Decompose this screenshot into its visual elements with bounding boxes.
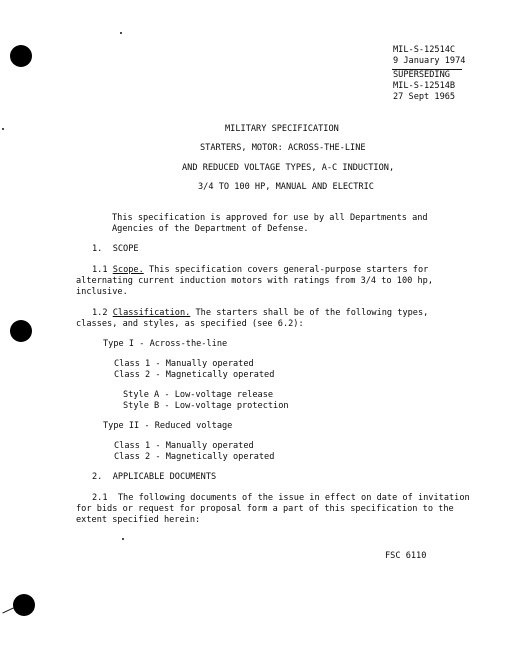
title-line-3: AND REDUCED VOLTAGE TYPES, A-C INDUCTION, [182, 163, 395, 173]
intro-line-2: Agencies of the Department of Defense. [112, 224, 309, 234]
title-line-1: MILITARY SPECIFICATION [225, 124, 339, 134]
style-b-item: Style B - Low-voltage protection [123, 401, 289, 411]
paragraph-1-1-line-3: inclusive. [76, 287, 128, 297]
paragraph-title: Classification. [112, 308, 191, 318]
superseded-number: MIL-S-12514B [393, 81, 456, 91]
paragraph-number: 1.2 [92, 308, 108, 318]
paragraph-title: Scope. [112, 265, 144, 275]
fsc-code: FSC 6110 [385, 551, 427, 561]
section-1-heading: 1. SCOPE [92, 244, 139, 254]
type-2-class-2-item: Class 2 - Magnetically operated [114, 452, 275, 462]
intro-line-1: This specification is approved for use by all Departments and [112, 213, 428, 223]
punch-hole-middle [10, 320, 32, 342]
type-2-class-1-item: Class 1 - Manually operated [114, 441, 254, 451]
title-line-2: STARTERS, MOTOR: ACROSS-THE-LINE [200, 143, 366, 153]
type-1-class-1-item: Class 1 - Manually operated [114, 359, 254, 369]
superseding-label: SUPERSEDING [393, 70, 450, 80]
paragraph-1-1-line-2: alternating current induction motors with ratings from 3/4 to 100 hp, [76, 276, 433, 286]
paragraph-number: 1.1 [92, 265, 108, 275]
superseded-date: 27 Sept 1965 [393, 92, 456, 102]
punch-hole-top [10, 45, 32, 67]
paragraph-2-1-line-2: for bids or request for proposal form a part of this specification to the [76, 504, 454, 514]
paragraph-2-1-line-1: 2.1 The following documents of the issue in effect on date of invitation [92, 493, 470, 503]
doc-number: MIL-S-12514C [393, 45, 456, 55]
section-2-heading: 2. APPLICABLE DOCUMENTS [92, 472, 217, 482]
type-1-class-2-item: Class 2 - Magnetically operated [114, 370, 275, 380]
paragraph-1-2-line-2: classes, and styles, as specified (see 6.2): [76, 319, 304, 329]
paragraph-text: This specification covers general-purpose starters for [143, 265, 429, 275]
type-1-item: Type I - Across-the-line [103, 339, 228, 349]
paragraph-2-1-line-3: extent specified herein: [76, 515, 201, 525]
title-line-4: 3/4 TO 100 HP, MANUAL AND ELECTRIC [198, 182, 374, 192]
doc-date: 9 January 1974 [393, 56, 466, 66]
scan-speck [122, 538, 124, 540]
style-a-item: Style A - Low-voltage release [123, 390, 274, 400]
scan-speck [2, 128, 4, 130]
scan-mark-bottom-left [2, 608, 13, 614]
paragraph-1-1-line-1 [92, 265, 428, 276]
paragraph-text: The starters shall be of the following types, [190, 308, 429, 318]
scan-speck [120, 32, 122, 34]
type-2-item: Type II - Reduced voltage [103, 421, 233, 431]
paragraph-1-2-line-1 [92, 308, 428, 319]
punch-hole-bottom [13, 594, 35, 616]
